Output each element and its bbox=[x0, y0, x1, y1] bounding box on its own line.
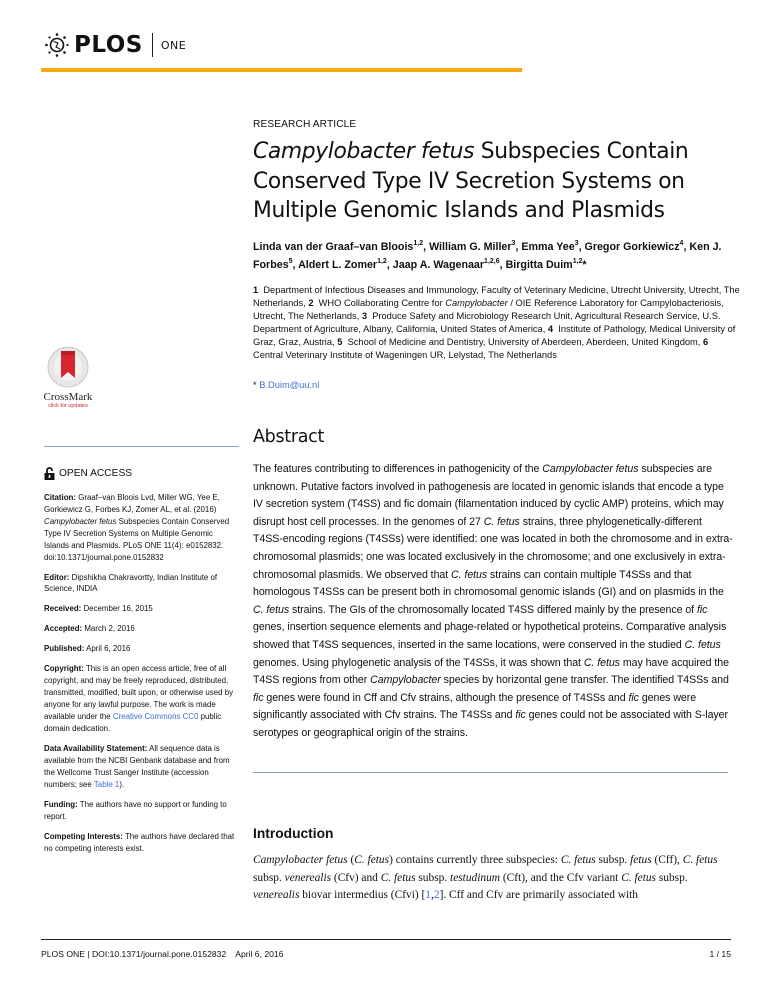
abstract-italic-term: fic bbox=[696, 603, 708, 616]
author-list: Linda van der Graaf–van Bloois$^{1,2}$, William G. Miller$^3$, Emma Yee$^3$, Gregor Gorkiewicz$^4$, Ken J. Forbes$^5$, Aldert L. Zomer$^{1,2}$, Jaap A. Wagenaar$^{1,2,6}$, Birgitta Duim$^{1,2}$* bbox=[253, 240, 722, 271]
crossmark-icon bbox=[46, 345, 90, 389]
abstract-italic-term: Campylobacter fetus bbox=[542, 463, 639, 475]
author-name[interactable]: Aldert L. Zomer$^{1,2}$ bbox=[298, 258, 387, 271]
article-info-sidebar bbox=[44, 492, 239, 863]
intro-text: ( bbox=[347, 854, 355, 866]
author-name[interactable]: Emma Yee$^3$ bbox=[521, 240, 579, 253]
crossmark-badge[interactable] bbox=[38, 345, 98, 409]
author-name[interactable]: Gregor Gorkiewicz$^4$ bbox=[584, 240, 684, 253]
abstract-text: genes were significantly associated with Cfv strains. The T4SSs and bbox=[253, 691, 697, 722]
abstract-text: strains can contain multiple T4SSs and that homologous T4SSs can be present both in chromosomal genomic islands (GI) and on plasmids in the bbox=[253, 568, 724, 599]
footer-rule bbox=[41, 939, 731, 940]
intro-italic-term: Campylobacter fetus bbox=[253, 854, 348, 866]
citation bbox=[44, 492, 239, 563]
open-access-label: OPEN ACCESS bbox=[59, 468, 133, 479]
competing-interests-label: Competing Interests: bbox=[44, 831, 123, 841]
funding-text: The authors have no support or funding to report. bbox=[44, 799, 227, 821]
intro-text: subsp. bbox=[595, 854, 631, 866]
abstract-italic-term: C. fetus bbox=[451, 568, 488, 581]
intro-text: ) contains currently three subspecies: bbox=[389, 854, 561, 866]
crossmark-label: CrossMark bbox=[43, 391, 93, 403]
open-access-badge bbox=[44, 467, 132, 480]
received-label: Received: bbox=[44, 604, 82, 614]
intro-italic-term: venerealis bbox=[284, 871, 332, 884]
affiliation-number: 2 bbox=[308, 297, 314, 308]
intro-reference-link[interactable]: 1 bbox=[425, 889, 431, 902]
footer-citation bbox=[41, 949, 283, 959]
abstract-italic-term: Campylobacter bbox=[370, 674, 441, 687]
accepted-date bbox=[44, 623, 239, 635]
abstract-body bbox=[253, 461, 733, 743]
author-affiliation-sup: 3 bbox=[574, 240, 579, 247]
author-name[interactable]: Birgitta Duim$^{1,2}$* bbox=[505, 258, 587, 271]
affiliation: 3 Produce Safety and Microbiology Research Unit, Agricultural Research Service, U.S. Department of Agriculture, Albany, California, United States of America, bbox=[253, 310, 721, 334]
abstract-italic-term: fic bbox=[628, 691, 639, 704]
title-line-1: Subspecies Contain bbox=[474, 139, 689, 164]
affiliation-number: 6 bbox=[702, 336, 709, 347]
author-affiliation-sup: 1,2 bbox=[572, 258, 583, 265]
footer-date: April 6, 2016 bbox=[235, 949, 284, 959]
intro-italic-term: C. fetus bbox=[560, 854, 596, 866]
abstract-italic-term: C. fetus bbox=[483, 515, 520, 528]
citation-text-rest: Subspecies Contain Conserved Type IV Secretion Systems on Multiple Genomic Islands and Plasmids. PLoS ONE 11(4): e0152832. doi:10.1371/journal.pone.0152832 bbox=[44, 516, 230, 562]
article-title bbox=[253, 137, 753, 226]
affiliation: 4 Institute of Pathology, Medical University of Graz, Graz, Austria, bbox=[253, 323, 736, 347]
affiliation: 2 WHO Collaborating Centre for Campylobacter / OIE Reference Laboratory for Campylobacteriosis, Utrecht, The Netherlands, bbox=[253, 297, 724, 321]
abstract-text: genes could not be associated with S-layer serotypes or geographical origin of the strains. bbox=[253, 709, 728, 739]
editor-label: Editor: bbox=[44, 572, 70, 582]
author-affiliation-sup: 1,2 bbox=[377, 258, 387, 265]
published-date bbox=[44, 643, 239, 655]
funding bbox=[44, 799, 239, 823]
affiliation-italic: Campylobacter bbox=[445, 297, 508, 308]
title-line-3: Multiple Genomic Islands and Plasmids bbox=[253, 198, 665, 223]
author-affiliation-sup: 5 bbox=[288, 258, 293, 265]
data-availability-text: All sequence data is available from the NCBI Genbank database and from the Wellcome Trust Sanger Institute (accession numbers; see bbox=[44, 743, 230, 789]
intro-italic-term: venerealis bbox=[253, 889, 300, 902]
intro-text: (Cfv) and bbox=[331, 871, 381, 884]
article-type-label: RESEARCH ARTICLE bbox=[253, 119, 357, 130]
intro-italic-term: C. fetus bbox=[354, 854, 390, 866]
intro-italic-term: C. fetus bbox=[621, 871, 656, 884]
author-affiliation-sup: 3 bbox=[511, 240, 516, 247]
intro-text: biovar intermedius (Cfvi) [ bbox=[299, 889, 426, 902]
published-label: Published: bbox=[44, 644, 85, 654]
author-name[interactable]: William G. Miller$^3$ bbox=[429, 240, 516, 253]
abstract-italic-term: C. fetus bbox=[684, 638, 721, 651]
copyright-label: Copyright: bbox=[44, 664, 84, 674]
table-1-link[interactable]: Table 1 bbox=[93, 779, 120, 789]
abstract-text: strains, three phylogenetically-different T4SS-encoding regions (T4SSs) were identified: one was located in both the chromosome and in extra-chromosomal plasmids; one was located exclusively in the chromosome; and one exclusively in extra-chromosomal plasmids. We observed that bbox=[253, 515, 733, 581]
intro-text: subsp. bbox=[415, 871, 451, 884]
author-affiliation-sup: 1,2,6 bbox=[484, 258, 500, 265]
competing-interests bbox=[44, 831, 239, 855]
introduction-heading: Introduction bbox=[253, 826, 334, 841]
accepted-text: March 2, 2016 bbox=[82, 624, 135, 634]
copyright-text-rest: public domain dedication. bbox=[44, 712, 222, 733]
affiliation-number: 3 bbox=[361, 310, 368, 321]
citation-label: Citation: bbox=[44, 493, 76, 502]
correspondence-marker: * bbox=[253, 380, 257, 390]
abstract-heading: Abstract bbox=[253, 427, 325, 447]
open-lock-icon bbox=[44, 467, 55, 480]
author-affiliation-sup: 1,2 bbox=[413, 240, 424, 247]
abstract-italic-term: fic bbox=[253, 691, 264, 704]
affiliation-number: 1 bbox=[253, 285, 259, 295]
abstract-italic-term: C. fetus bbox=[583, 656, 620, 669]
funding-label: Funding: bbox=[44, 799, 78, 809]
citation-text: Graaf–van Bloois Lvd, Miller WG, Yee E, Gorkiewicz G, Forbes KJ, Zomer AL, et al. (2016) bbox=[44, 493, 220, 514]
intro-italic-term: testudinum bbox=[450, 871, 501, 884]
abstract-text: may have acquired the T4SS regions from other bbox=[253, 656, 729, 687]
crossmark-sublabel: click for updates bbox=[48, 403, 88, 409]
accepted-label: Accepted: bbox=[44, 624, 83, 634]
correspondence bbox=[253, 380, 319, 390]
intro-italic-term: C. fetus bbox=[682, 854, 718, 866]
editor-text: Dipshikha Chakravortty, Indian Institute of Science, INDIA bbox=[44, 572, 218, 594]
affiliation: 5 School of Medicine and Dentistry, University of Aberdeen, Aberdeen, United Kingdom, bbox=[337, 336, 701, 347]
copyright-text: This is an open access article, free of all copyright, and may be freely reproduced, distributed, transmitted, modified, built upon, or otherwise used by anyone for any lawful purpose. The work is made available under the bbox=[44, 664, 234, 722]
data-availability-text-rest: ). bbox=[119, 779, 125, 789]
intro-italic-term: fetus bbox=[630, 854, 652, 866]
intro-text: (Cft), and the Cfv variant bbox=[500, 871, 622, 884]
cc0-license-link[interactable]: Creative Commons CC0 bbox=[112, 712, 199, 722]
abstract-text: subspecies are unknown. Putative factors involved in pathogenesis are located in genomic islands that encode a type IV secretion system (T4SS) and fic domain (filamentation induced by cyclic AMP) proteins, which may disrupt host cell processes. In the genomes of 27 bbox=[253, 463, 724, 528]
received-text: December 16, 2015 bbox=[81, 604, 153, 614]
abstract-italic-term: C. fetus bbox=[253, 603, 290, 616]
abstract-text: strains. The GIs of the chromosomally located T4SS differed mainly by the presence of bbox=[289, 603, 697, 616]
header-accent-rule bbox=[41, 68, 522, 72]
abstract-text: species by horizontal gene transfer. The identified T4SSs and bbox=[440, 674, 729, 687]
data-availability-label: Data Availability Statement: bbox=[44, 743, 148, 753]
author-name[interactable]: Ken J. Forbes$^5$ bbox=[253, 241, 722, 271]
intro-italic-term: C. fetus bbox=[380, 871, 416, 884]
affiliation-list bbox=[253, 284, 743, 361]
affiliation: 1 Department of Infectious Diseases and Immunology, Faculty of Veterinary Medicine, Utrecht University, Utrecht, The Netherlands, bbox=[253, 285, 740, 308]
intro-text: subsp. bbox=[656, 871, 688, 884]
affiliation-number: 4 bbox=[547, 323, 554, 334]
abstract-text: genomes. Using phylogenetic analysis of the T4SSs, it was shown that bbox=[253, 656, 584, 669]
title-line-2: Conserved Type IV Secretion Systems on bbox=[253, 168, 685, 194]
copyright bbox=[44, 663, 239, 734]
sidebar-divider bbox=[44, 446, 239, 447]
citation-italic: Campylobacter fetus bbox=[44, 516, 117, 526]
correspondence-email-link[interactable]: B.Duim@uu.nl bbox=[259, 380, 320, 390]
plos-one-logo[interactable] bbox=[44, 30, 186, 60]
abstract-text: genes, insertion sequence elements and phage-related or hypothetical proteins. Comparative analysis showed that T4SS sequences, inserted in the same locations, were conserved in the studied bbox=[253, 621, 727, 651]
logo-journal-text: ONE bbox=[160, 38, 187, 52]
corresponding-marker: * bbox=[582, 259, 587, 271]
competing-interests-text: The authors have declared that no competing interests exist. bbox=[44, 831, 235, 853]
author-affiliation-sup: 4 bbox=[679, 240, 684, 247]
abstract-text: genes were found in Cff and Cfv strains, although the presence of T4SSs and bbox=[263, 691, 629, 704]
author-name[interactable]: Jaap A. Wagenaar$^{1,2,6}$ bbox=[392, 258, 500, 271]
abstract-text: The features contributing to differences in pathogenicity of the bbox=[253, 463, 543, 475]
footer-journal-doi: PLOS ONE | DOI:10.1371/journal.pone.0152832 bbox=[41, 949, 227, 959]
intro-text: ]. Cff and Cfv are primarily associated with bbox=[439, 889, 638, 902]
published-text: April 6, 2016 bbox=[84, 644, 131, 654]
logo-divider bbox=[152, 33, 153, 57]
received-date bbox=[44, 603, 239, 615]
intro-reference-link[interactable]: 2 bbox=[433, 889, 440, 902]
author-name[interactable]: Linda van der Graaf–van Bloois$^{1,2}$ bbox=[253, 240, 424, 253]
affiliation: 6 Central Veterinary Institute of Wageningen UR, Lelystad, The Netherlands bbox=[253, 336, 709, 360]
intro-text: subsp. bbox=[253, 871, 285, 884]
editor bbox=[44, 572, 239, 596]
intro-text: (Cff), bbox=[651, 854, 683, 866]
logo-plos-text: PLOS bbox=[74, 32, 143, 58]
abstract-divider bbox=[253, 772, 728, 773]
plos-globe-icon bbox=[44, 32, 70, 58]
affiliation-number: 5 bbox=[337, 336, 343, 347]
title-italic: Campylobacter fetus bbox=[253, 139, 475, 164]
intro-text: , bbox=[431, 889, 434, 902]
abstract-italic-term: fic bbox=[515, 709, 526, 722]
page-number: 1 / 15 bbox=[709, 949, 731, 959]
data-availability bbox=[44, 743, 239, 791]
introduction-body bbox=[253, 852, 733, 905]
